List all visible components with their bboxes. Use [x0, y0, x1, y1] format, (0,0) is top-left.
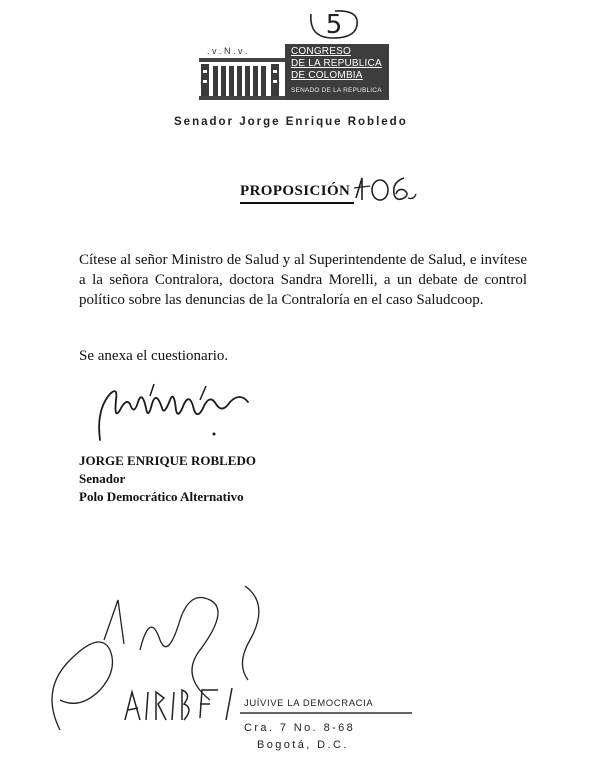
logo-line-colombia: DE COLOMBIA [291, 70, 363, 81]
footer-city: Bogotá, D.C. [257, 739, 349, 751]
senator-header: Senador Jorge Enrique Robledo [174, 116, 408, 128]
signer-block [79, 452, 256, 506]
logo-line-congreso: CONGRESO [291, 46, 351, 57]
logo-line-senado: SENADO DE LA REPUBLICA [291, 87, 382, 94]
page-number [305, 8, 363, 42]
logo-line-republica: DE LA REPUBLICA [291, 58, 382, 69]
handwritten-signature [90, 380, 260, 446]
footer-address: Cra. 7 No. 8-68 [244, 722, 356, 734]
svg-text:. v . N . v .: . v . N . v . [207, 46, 248, 56]
proposition-underline [240, 202, 354, 204]
congress-logo-text [285, 44, 389, 100]
footer-motto: JUÍVIVE LA DEMOCRACIA [244, 698, 374, 709]
page-number-circle [305, 8, 363, 42]
letterhead-logo [193, 44, 389, 102]
annex-note: Se anexa el cuestionario. [79, 348, 229, 364]
signer-name: JORGE ENRIQUE ROBLEDO [79, 453, 256, 468]
footer-divider [240, 712, 412, 714]
signer-role: Senador [79, 471, 126, 486]
congress-building-icon [193, 44, 285, 102]
page-number-text: 5 [325, 10, 343, 40]
signer-party: Polo Democrático Alternativo [79, 489, 244, 504]
proposition-handwritten-number [352, 168, 418, 208]
body-paragraph: Cítese al señor Ministro de Salud y al Superintendente de Salud, e invítese a la señora Contralora, doctora Sandra Morelli, a un debate de control político sobre las denuncias de la Contraloría en el caso Saludcoop. [79, 252, 527, 308]
proposition-title: PROPOSICIÓN [240, 183, 351, 199]
